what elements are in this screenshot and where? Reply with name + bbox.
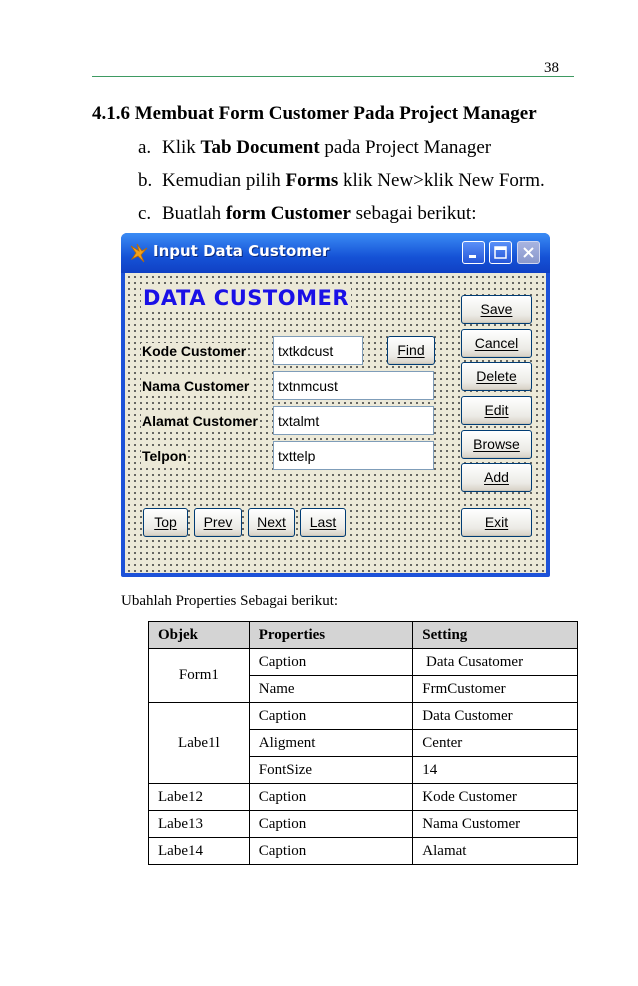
prev-button[interactable]: Prev <box>194 508 242 537</box>
label-alamat-customer: Alamat Customer <box>142 413 258 429</box>
last-button[interactable]: Last <box>300 508 346 537</box>
table-header-row <box>149 622 578 649</box>
close-icon <box>521 245 536 260</box>
step-text: Kemudian pilih <box>162 170 286 191</box>
form-header-label: DATA CUSTOMER <box>143 286 349 310</box>
cell-setting: Alamat <box>413 838 578 865</box>
table-row <box>149 811 578 838</box>
table-row <box>149 838 578 865</box>
edit-button[interactable]: Edit <box>461 396 532 425</box>
cell-object: Labe1l <box>149 703 250 784</box>
step-bold: Forms <box>285 170 339 191</box>
section-heading: 4.1.6 Membuat Form Customer Pada Project Manager <box>92 103 537 124</box>
title-bar[interactable] <box>121 233 550 273</box>
app-icon <box>128 242 150 264</box>
step-text: Klik <box>162 137 201 158</box>
step-c <box>138 203 476 225</box>
label-telpon: Telpon <box>142 448 187 464</box>
step-text: klik New>klik New Form. <box>338 170 545 191</box>
cell-object: Form1 <box>149 649 250 703</box>
step-bold: form Customer <box>225 203 351 224</box>
label-nama-customer: Nama Customer <box>142 378 250 394</box>
txt-telpon[interactable]: txttelp <box>273 441 434 470</box>
step-letter: b. <box>138 170 153 191</box>
step-b <box>138 170 545 192</box>
txt-kode-customer[interactable]: txtkdcust <box>273 336 363 365</box>
table-row <box>149 784 578 811</box>
cell-property: Aligment <box>249 730 413 757</box>
delete-button[interactable]: Delete <box>461 362 532 391</box>
top-button[interactable]: Top <box>143 508 188 537</box>
cell-setting: 14 <box>413 757 578 784</box>
properties-table <box>148 621 578 865</box>
form-client-area <box>125 273 546 573</box>
exit-button[interactable]: Exit <box>461 508 532 537</box>
step-bold: Tab Document <box>200 137 320 158</box>
cell-property: Caption <box>249 838 413 865</box>
label-kode-customer: Kode Customer <box>142 343 247 359</box>
cell-property: Caption <box>249 649 413 676</box>
table-row <box>149 703 578 730</box>
header-setting: Setting <box>413 622 578 649</box>
minimize-icon <box>466 245 481 260</box>
cell-setting: Center <box>413 730 578 757</box>
cell-setting: Nama Customer <box>413 811 578 838</box>
close-button[interactable] <box>517 241 540 264</box>
cell-object: Labe12 <box>149 784 250 811</box>
header-properties: Properties <box>249 622 413 649</box>
maximize-icon <box>493 245 508 260</box>
window-title: Input Data Customer <box>153 242 330 260</box>
cell-object: Labe13 <box>149 811 250 838</box>
cancel-button[interactable]: Cancel <box>461 329 532 358</box>
header-objek: Objek <box>149 622 250 649</box>
cell-setting: FrmCustomer <box>413 676 578 703</box>
save-button[interactable]: Save <box>461 295 532 324</box>
form-window <box>121 233 550 577</box>
cell-property: Caption <box>249 811 413 838</box>
txt-alamat-customer[interactable]: txtalmt <box>273 406 434 435</box>
step-a <box>138 137 491 159</box>
txt-nama-customer[interactable]: txtnmcust <box>273 371 434 400</box>
cell-setting: Kode Customer <box>413 784 578 811</box>
table-caption: Ubahlah Properties Sebagai berikut: <box>121 593 339 609</box>
cell-property: Name <box>249 676 413 703</box>
step-letter: c. <box>138 203 152 224</box>
step-text: pada Project Manager <box>319 137 492 158</box>
cell-setting: Data Customer <box>413 703 578 730</box>
cell-setting: Data Cusatomer <box>413 649 578 676</box>
cell-property: FontSize <box>249 757 413 784</box>
cell-object: Labe14 <box>149 838 250 865</box>
find-button[interactable]: Find <box>387 336 435 365</box>
step-text: Buatlah <box>162 203 226 224</box>
cell-property: Caption <box>249 703 413 730</box>
minimize-button[interactable] <box>462 241 485 264</box>
maximize-button[interactable] <box>489 241 512 264</box>
add-button[interactable]: Add <box>461 463 532 492</box>
step-text: sebagai berikut: <box>350 203 477 224</box>
header-rule <box>92 76 574 77</box>
table-row <box>149 649 578 676</box>
cell-property: Caption <box>249 784 413 811</box>
next-button[interactable]: Next <box>248 508 295 537</box>
step-letter: a. <box>138 137 152 158</box>
page-number: 38 <box>544 60 559 76</box>
browse-button[interactable]: Browse <box>461 430 532 459</box>
